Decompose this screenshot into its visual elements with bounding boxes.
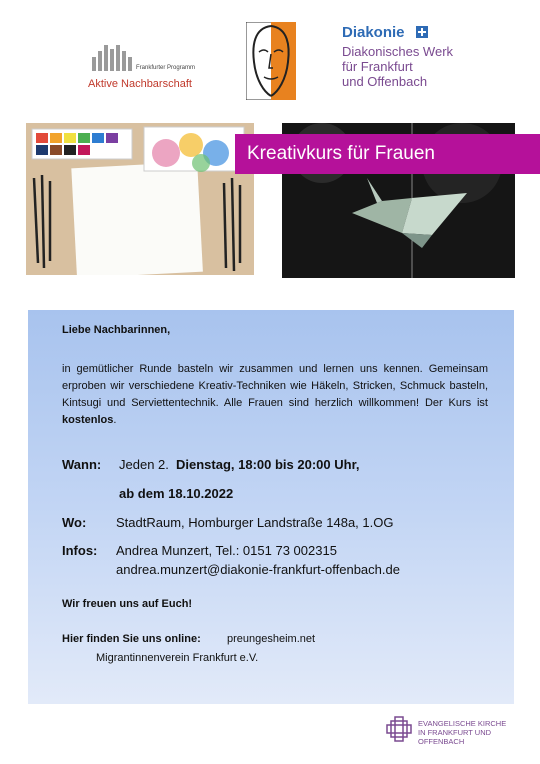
intro-paragraph — [62, 361, 488, 429]
info-email[interactable]: andrea.munzert@diakonie-frankfurt-offenbach.de — [116, 562, 400, 577]
diakonie-subtitle: Diakonisches Werk für Frankfurt und Offenbach — [342, 44, 454, 89]
info-box — [28, 310, 514, 704]
program-label: Frankfurter Programm — [136, 65, 196, 71]
face-logo — [246, 22, 296, 100]
when-schedule: Dienstag, 18:00 bis 20:00 Uhr, — [176, 457, 360, 472]
church-cross-icon — [386, 716, 412, 742]
watercolor-photo — [26, 123, 254, 275]
intro-text: in gemütlicher Runde basteln wir zusammen und lernen uns kennen. Gemeinsam erproben wir verschiedene Kreativ-Techniken wie Häkeln, Stricken, Schmuck basteln, Kintsugi und Serviettentechnik. Alle Frauen sind herzlich willkommen! Der Kurs ist — [62, 363, 488, 409]
intro-bold: kostenlos — [62, 414, 114, 426]
diakonie-logo — [342, 24, 482, 104]
info-contact: Andrea Munzert, Tel.: 0151 73 002315 — [116, 543, 337, 558]
aktive-nachbarschaft-name: Aktive Nachbarschaft — [88, 78, 192, 90]
where-label: Wo: — [62, 515, 87, 530]
when-label: Wann: — [62, 457, 102, 472]
online-site[interactable]: preungesheim.net — [227, 633, 316, 645]
church-name: EVANGELISCHE KIRCHE IN FRANKFURT UND OFFENBACH — [418, 719, 507, 746]
where-address: StadtRaum, Homburger Landstraße 148a, 1.OG — [116, 515, 394, 530]
closing: Wir freuen uns auf Euch! — [62, 598, 193, 610]
face-icon — [246, 22, 296, 100]
aktive-nachbarschaft-logo — [88, 45, 204, 93]
diakonie-brand: Diakonie — [342, 24, 405, 41]
greeting: Liebe Nachbarinnen, — [62, 324, 171, 336]
online-label: Hier finden Sie uns online: — [62, 633, 201, 645]
church-logo — [386, 716, 516, 746]
intro-end: . — [113, 414, 117, 426]
online-org: Migrantinnenverein Frankfurt e.V. — [96, 652, 259, 664]
cross-icon — [416, 26, 428, 38]
people-bars-icon — [92, 45, 136, 71]
when-start: ab dem 18.10.2022 — [119, 486, 234, 501]
when-prefix: Jeden 2. — [119, 457, 169, 472]
title-banner: Kreativkurs für Frauen — [235, 134, 540, 174]
info-label: Infos: — [62, 543, 98, 558]
